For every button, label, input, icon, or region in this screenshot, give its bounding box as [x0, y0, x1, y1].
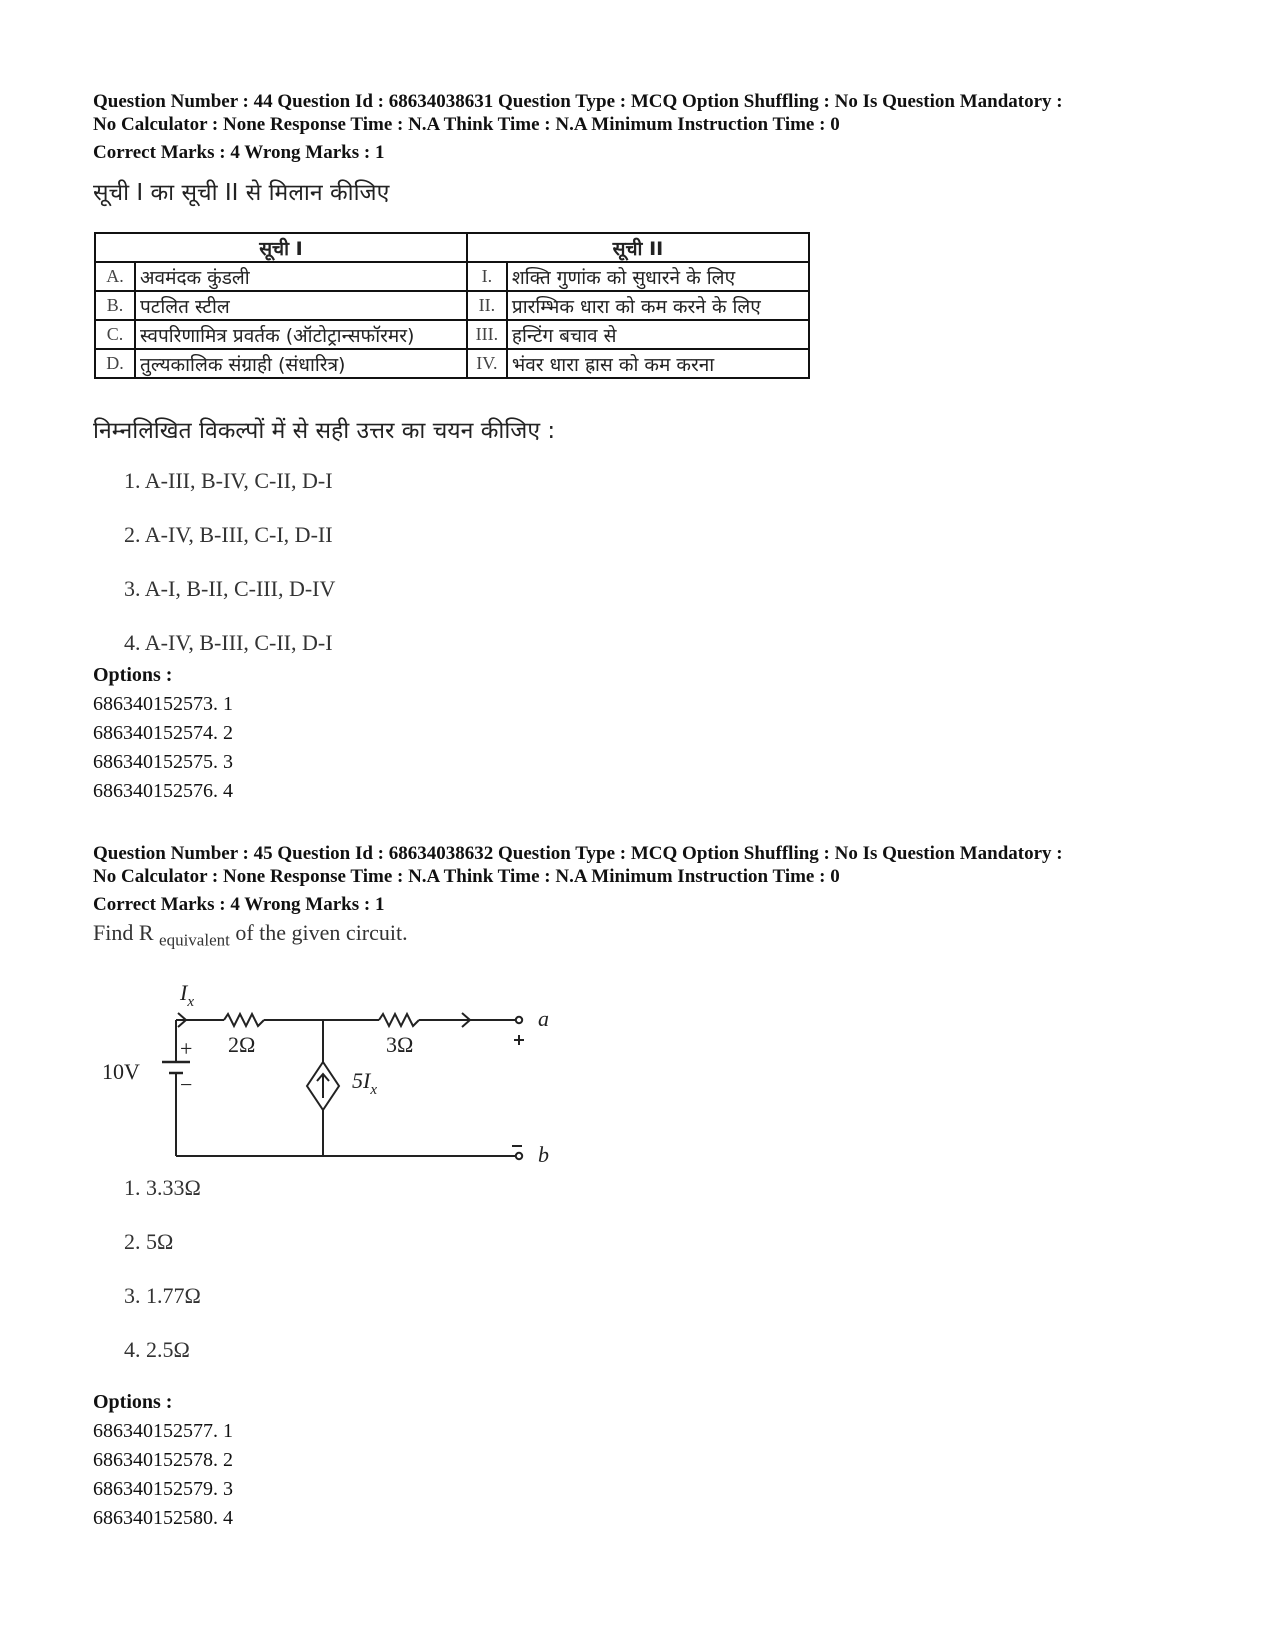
option-item: 686340152579. 3 — [93, 1478, 233, 1500]
current-label: $I_x$ — [180, 980, 194, 1010]
option-item: 686340152577. 1 — [93, 1420, 233, 1442]
q44-meta-line-1: Question Number : 44 Question Id : 68634038631 Question Type : MCQ Option Shuffling : No Is Question Mandatory : — [93, 91, 1063, 112]
row-value: शक्ति गुणांक को सुधारने के लिए — [507, 262, 809, 291]
row-value: तुल्यकालिक संग्राही (संधारित्र) — [135, 349, 467, 378]
q45-prompt — [93, 920, 408, 950]
choice-item: 4. 2.5Ω — [124, 1337, 190, 1362]
source-voltage-label: 10V — [102, 1059, 140, 1084]
row-key: I. — [467, 262, 507, 291]
row-value: हन्टिंग बचाव से — [507, 320, 809, 349]
q44-instruction: सूची I का सूची II से मिलान कीजिए — [93, 180, 390, 206]
choice-item: 3. 1.77Ω — [124, 1283, 201, 1308]
prompt-text-end: of the given circuit. — [229, 920, 408, 945]
row-key: II. — [467, 291, 507, 320]
q45-meta-line-2: No Calculator : None Response Time : N.A Think Time : N.A Minimum Instruction Time : 0 — [93, 866, 840, 887]
resistor-1-label: 2Ω — [228, 1032, 256, 1057]
table-row — [95, 291, 809, 320]
source-plus-sign: + — [180, 1036, 193, 1061]
table-row — [95, 349, 809, 378]
row-value: प्रारम्भिक धारा को कम करने के लिए — [507, 291, 809, 320]
prompt-text: Find R — [93, 920, 154, 945]
option-item: 686340152574. 2 — [93, 722, 233, 744]
q44-meta-line-2: No Calculator : None Response Time : N.A Think Time : N.A Minimum Instruction Time : 0 — [93, 114, 840, 135]
row-key: A. — [95, 262, 135, 291]
row-key: IV. — [467, 349, 507, 378]
row-value: स्वपरिणामित्र प्रवर्तक (ऑटोट्रान्सफॉरमर) — [135, 320, 467, 349]
terminal-b-label: b — [538, 1142, 549, 1167]
q44-options — [93, 661, 233, 806]
q45-marks: Correct Marks : 4 Wrong Marks : 1 — [93, 894, 385, 915]
row-value: भंवर धारा ह्रास को कम करना — [507, 349, 809, 378]
dependent-source-label: $5I_x$ — [352, 1068, 377, 1098]
row-key: B. — [95, 291, 135, 320]
q44-select-prompt: निम्नलिखित विकल्पों में से सही उत्तर का चयन कीजिए : — [93, 418, 556, 444]
q45-options — [93, 1388, 233, 1533]
terminal-a-label: a — [538, 1006, 549, 1031]
list-2-header: सूची II — [467, 233, 809, 262]
choice-item: 2. 5Ω — [124, 1229, 174, 1254]
q44-meta — [93, 90, 1223, 164]
option-item: 686340152573. 1 — [93, 693, 233, 715]
option-item: 686340152576. 4 — [93, 780, 233, 802]
row-key: C. — [95, 320, 135, 349]
row-value: अवमंदक कुंडली — [135, 262, 467, 291]
choice-item: 3. A-I, B-II, C-III, D-IV — [124, 576, 336, 601]
resistor-2-label: 3Ω — [386, 1032, 414, 1057]
q44-marks: Correct Marks : 4 Wrong Marks : 1 — [93, 142, 385, 163]
row-value: पटलित स्टील — [135, 291, 467, 320]
options-label: Options : — [93, 1391, 173, 1413]
table-row — [95, 320, 809, 349]
prompt-subscript: equivalent — [159, 930, 230, 950]
table-header-row — [95, 233, 809, 262]
choice-item: 2. A-IV, B-III, C-I, D-II — [124, 522, 333, 547]
option-item: 686340152578. 2 — [93, 1449, 233, 1471]
list-1-header: सूची I — [95, 233, 467, 262]
q44-match-table — [94, 232, 810, 379]
option-item: 686340152575. 3 — [93, 751, 233, 773]
choice-item: 1. A-III, B-IV, C-II, D-I — [124, 468, 333, 493]
row-key: III. — [467, 320, 507, 349]
q45-circuit-diagram — [96, 980, 596, 1180]
choice-item: 1. 3.33Ω — [124, 1175, 201, 1200]
options-label: Options : — [93, 664, 173, 686]
q45-meta — [93, 842, 1223, 916]
q45-meta-line-1: Question Number : 45 Question Id : 68634038632 Question Type : MCQ Option Shuffling : No Is Question Mandatory : — [93, 843, 1063, 864]
source-minus-sign: − — [180, 1072, 193, 1097]
option-item: 686340152580. 4 — [93, 1507, 233, 1529]
choice-item: 4. A-IV, B-III, C-II, D-I — [124, 630, 333, 655]
row-key: D. — [95, 349, 135, 378]
table-row — [95, 262, 809, 291]
